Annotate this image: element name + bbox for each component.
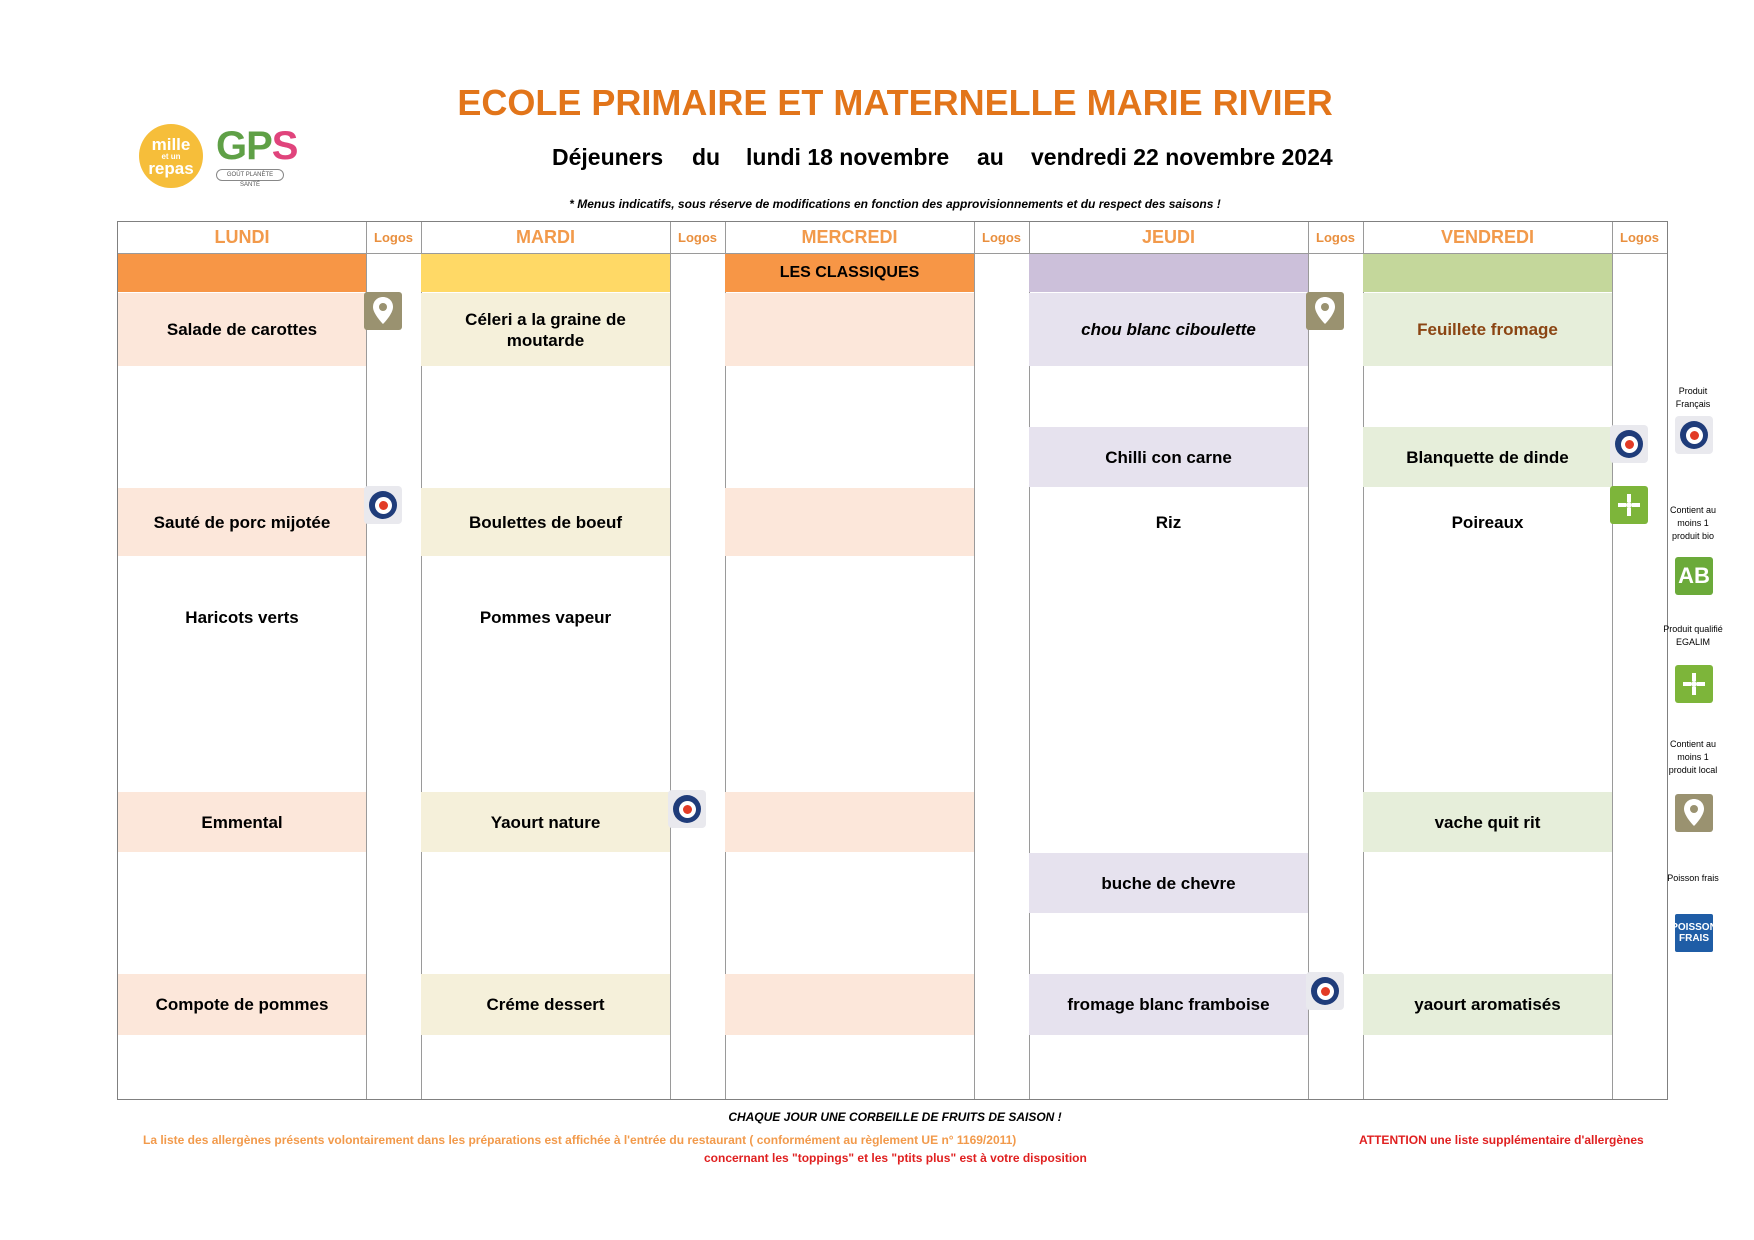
legend-french-label: Produit Français	[1675, 386, 1711, 409]
mardi-band	[421, 254, 670, 292]
au-label: au	[977, 144, 1004, 170]
menu-item-mardi-entree: Céleri a la graine de moutarde	[421, 293, 670, 366]
legend-fish-label: Poisson frais	[1667, 873, 1719, 883]
day-header-vendredi: VENDREDI	[1440, 227, 1534, 247]
menu-item-jeudi-fromage: buche de chevre	[1029, 853, 1308, 913]
menu-item-jeudi-plat: Chilli con carne	[1029, 427, 1308, 487]
logos-header: Logos	[374, 230, 413, 245]
menu-item-jeudi-entree: chou blanc ciboulette	[1029, 293, 1308, 366]
menu-disclaimer: * Menus indicatifs, sous réserve de modifications en fonction des approvisionnements et du respect des saisons !	[569, 197, 1221, 211]
legend-local-label: Contient au moins 1 produit local	[1668, 739, 1718, 775]
menu-item-mardi-plat: Boulettes de boeuf	[421, 488, 670, 556]
menu-item-mardi-laitage: Yaourt nature	[421, 792, 670, 852]
mercredi-empty-cell	[725, 488, 974, 556]
fresh-fish-icon: POISSON FRAIS	[1675, 914, 1713, 952]
menu-item-lundi-plat: Sauté de porc mijotée	[118, 488, 366, 556]
french-product-icon	[668, 790, 706, 828]
french-product-icon	[1675, 416, 1713, 454]
menu-item-lundi-entree: Salade de carottes	[118, 293, 366, 366]
menu-table	[117, 221, 1668, 1100]
vendredi-band	[1363, 254, 1612, 292]
mercredi-empty-cell	[725, 974, 974, 1035]
local-product-icon	[1675, 794, 1713, 832]
menu-item-mardi-dessert: Créme dessert	[421, 974, 670, 1035]
gps-logo: GPS GOÛT PLANÈTE SANTÉ	[216, 124, 298, 188]
footer-fruits: CHAQUE JOUR UNE CORBEILLE DE FRUITS DE SAISON !	[728, 1110, 1062, 1124]
menu-item-lundi-dessert: Compote de pommes	[118, 974, 366, 1035]
french-product-icon	[364, 486, 402, 524]
menu-item-lundi-accompagnement: Haricots verts	[185, 607, 299, 627]
legend-egalim-label: Produit qualifié EGALIM	[1663, 624, 1723, 647]
menu-item-vendredi-dessert: yaourt aromatisés	[1363, 974, 1612, 1035]
dejeuners-label: Déjeuners	[552, 144, 664, 170]
french-product-icon	[1306, 972, 1344, 1010]
logos-header: Logos	[678, 230, 717, 245]
menu-item-vendredi-plat: Blanquette de dinde	[1363, 427, 1612, 487]
bio-icon: AB	[1675, 557, 1713, 595]
logos-header: Logos	[1316, 230, 1355, 245]
menu-item-lundi-fromage: Emmental	[118, 792, 366, 852]
menu-item-vendredi-entree: Feuillete fromage	[1363, 293, 1612, 366]
day-header-lundi: LUNDI	[214, 227, 270, 247]
day-header-jeudi: JEUDI	[1141, 227, 1195, 247]
legend-bio-label: Contient au moins 1 produit bio	[1669, 505, 1717, 541]
end-date: vendredi 22 novembre 2024	[1031, 144, 1333, 170]
day-header-mardi: MARDI	[516, 227, 575, 247]
jeudi-band	[1029, 254, 1308, 292]
page-title: ECOLE PRIMAIRE ET MATERNELLE MARIE RIVIER	[457, 82, 1333, 123]
menu-item-jeudi-dessert: fromage blanc framboise	[1029, 974, 1308, 1035]
menu-item-vendredi-accompagnement: Poireaux	[1451, 512, 1524, 532]
egalim-icon	[1675, 665, 1713, 703]
french-product-icon	[1610, 425, 1648, 463]
day-header-mercredi: MERCREDI	[801, 227, 898, 247]
mercredi-empty-cell	[725, 293, 974, 366]
lundi-band	[118, 254, 366, 292]
menu-item-jeudi-accompagnement: Riz	[1155, 512, 1182, 532]
du-label: du	[692, 144, 721, 170]
local-product-icon	[1306, 292, 1344, 330]
footer-attention: ATTENTION une liste supplémentaire d'allergènes	[1359, 1133, 1644, 1147]
mercredi-band: LES CLASSIQUES	[725, 254, 974, 292]
logos-header: Logos	[1620, 230, 1659, 245]
mille-et-un-repas-logo: mille et un repas	[139, 124, 203, 188]
logos-header: Logos	[982, 230, 1021, 245]
egalim-icon	[1610, 486, 1648, 524]
footer-toppings: concernant les "toppings" et les "ptits plus" est à votre disposition	[704, 1151, 1087, 1165]
mercredi-empty-cell	[725, 792, 974, 852]
menu-item-vendredi-fromage: vache quit rit	[1363, 792, 1612, 852]
local-product-icon	[364, 292, 402, 330]
start-date: lundi 18 novembre	[746, 144, 950, 170]
footer-allergenes: La liste des allergènes présents volontairement dans les préparations est affichée à l'entrée du restaurant ( conformément au règlement UE n° 1169/2011)	[143, 1133, 1017, 1147]
menu-item-mardi-accompagnement: Pommes vapeur	[479, 607, 612, 627]
